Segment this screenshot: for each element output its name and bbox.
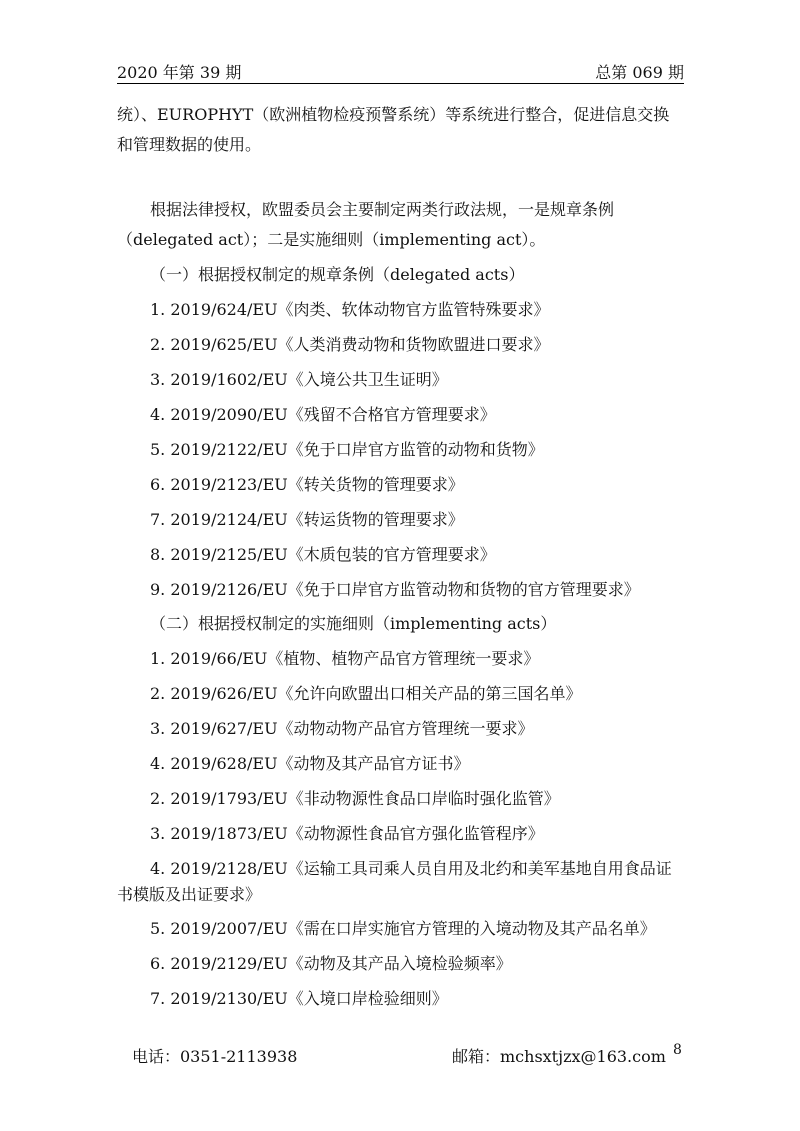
list-item: 7. 2019/2130/EU《入境口岸检验细则》 bbox=[150, 989, 448, 1008]
list-item: 3. 2019/1873/EU《动物源性食品官方强化监管程序》 bbox=[150, 824, 544, 843]
list-item: 4. 2019/2090/EU《残留不合格官方管理要求》 bbox=[150, 405, 496, 424]
list-item: 1. 2019/624/EU《肉类、软体动物官方监管特殊要求》 bbox=[150, 300, 550, 319]
list-item: 4. 2019/628/EU《动物及其产品官方证书》 bbox=[150, 754, 470, 773]
body-line: 和管理数据的使用。 bbox=[117, 135, 262, 154]
list-item: 5. 2019/2122/EU《免于口岸官方监管的动物和货物》 bbox=[150, 440, 544, 459]
list-item: 2. 2019/1793/EU《非动物源性食品口岸临时强化监管》 bbox=[150, 789, 560, 808]
list-item: 6. 2019/2123/EU《转关货物的管理要求》 bbox=[150, 475, 464, 494]
issue-number: 2020 年第 39 期 bbox=[117, 63, 242, 82]
list-item: 2. 2019/625/EU《人类消费动物和货物欧盟进口要求》 bbox=[150, 335, 550, 354]
page-number: 8 bbox=[673, 1042, 682, 1058]
paragraph-line: （delegated act）；二是实施细则（implementing act）。 bbox=[117, 230, 546, 249]
list-item: 1. 2019/66/EU《植物、植物产品官方管理统一要求》 bbox=[150, 649, 540, 668]
list-item: 6. 2019/2129/EU《动物及其产品入境检验频率》 bbox=[150, 954, 512, 973]
paragraph-line: 根据法律授权，欧盟委员会主要制定两类行政法规，一是规章条例 bbox=[150, 200, 615, 219]
section-heading-delegated: （一）根据授权制定的规章条例（delegated acts） bbox=[150, 265, 525, 284]
section-heading-implementing: （二）根据授权制定的实施细则（implementing acts） bbox=[150, 614, 557, 633]
list-item: 3. 2019/1602/EU《入境公共卫生证明》 bbox=[150, 370, 448, 389]
footer-phone: 电话：0351-2113938 bbox=[132, 1047, 298, 1066]
list-item: 3. 2019/627/EU《动物动物产品官方管理统一要求》 bbox=[150, 719, 534, 738]
total-issue-number: 总第 069 期 bbox=[595, 63, 684, 82]
page-header bbox=[117, 57, 684, 84]
list-item: 7. 2019/2124/EU《转运货物的管理要求》 bbox=[150, 510, 464, 529]
footer-email: 邮箱：mchsxtjzx@163.com bbox=[452, 1047, 666, 1066]
body-line: 统）、EUROPHYT（欧洲植物检疫预警系统）等系统进行整合，促进信息交换 bbox=[117, 105, 670, 124]
list-item: 9. 2019/2126/EU《免于口岸官方监管动物和货物的官方管理要求》 bbox=[150, 580, 640, 599]
list-item-continuation: 书模版及出证要求》 bbox=[117, 885, 262, 904]
list-item: 5. 2019/2007/EU《需在口岸实施官方管理的入境动物及其产品名单》 bbox=[150, 919, 656, 938]
list-item: 2. 2019/626/EU《允许向欧盟出口相关产品的第三国名单》 bbox=[150, 684, 582, 703]
list-item: 8. 2019/2125/EU《木质包装的官方管理要求》 bbox=[150, 545, 496, 564]
list-item: 4. 2019/2128/EU《运输工具司乘人员自用及北约和美军基地自用食品证 bbox=[150, 859, 672, 878]
